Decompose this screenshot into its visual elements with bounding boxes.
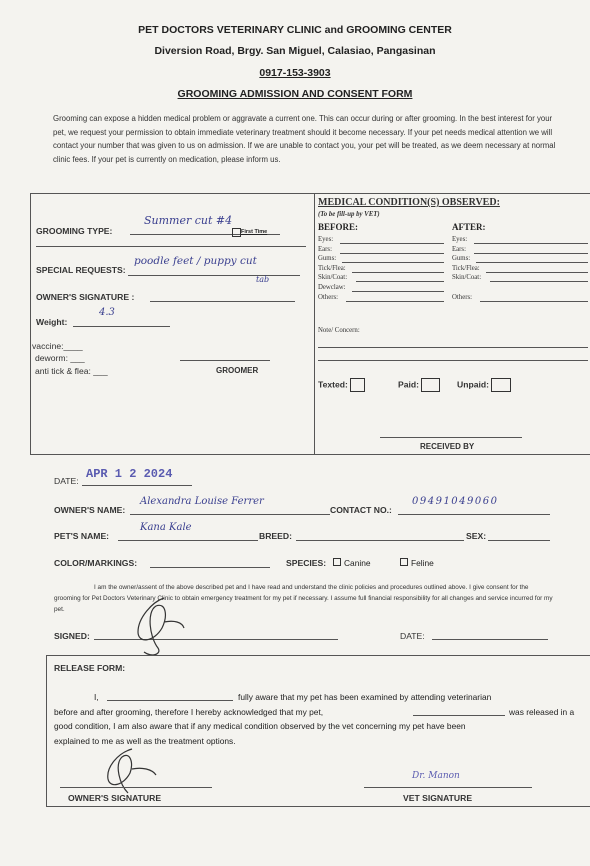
after-item: Tick/Flea: <box>452 264 480 272</box>
after-field[interactable] <box>490 281 588 282</box>
release-owner-sig-line[interactable] <box>60 787 212 788</box>
medical-row <box>318 284 588 294</box>
color-markings-field[interactable] <box>150 555 270 568</box>
antitick-label: anti tick & flea: ___ <box>35 366 108 376</box>
date-field[interactable] <box>82 467 192 486</box>
vet-signature-value: Dr. Manon <box>412 771 460 781</box>
before-label: BEFORE: <box>318 222 359 232</box>
color-markings-label: COLOR/MARKINGS: <box>54 558 138 568</box>
owner-signature-field[interactable] <box>150 290 295 302</box>
special-requests-value: poodle feet / puppy cut <box>134 255 257 267</box>
medical-row <box>318 274 588 284</box>
unpaid-label: Unpaid: <box>457 378 511 392</box>
after-field[interactable] <box>480 301 588 302</box>
before-field[interactable] <box>346 301 444 302</box>
before-field[interactable] <box>340 253 444 254</box>
paid-checkbox[interactable] <box>421 378 440 392</box>
medical-row <box>318 294 588 304</box>
owner-name-label: OWNER'S NAME: <box>54 505 126 515</box>
owner-signature-scribble-2 <box>96 745 166 797</box>
release-name-field[interactable] <box>107 690 233 701</box>
medical-row <box>318 255 588 265</box>
breed-field[interactable] <box>296 527 464 541</box>
paid-label: Paid: <box>398 378 440 392</box>
release-line4: explained to me as well as the treatment options. <box>54 736 236 746</box>
received-by-label: RECEIVED BY <box>420 442 475 451</box>
note-line-1[interactable] <box>318 347 588 348</box>
vet-sig-line[interactable] <box>364 787 532 788</box>
form-title: GROOMING ADMISSION AND CONSENT FORM <box>177 88 413 100</box>
pet-name-label: PET'S NAME: <box>54 531 110 541</box>
pet-name-value: Kana Kale <box>140 522 192 533</box>
medical-row <box>318 246 588 256</box>
contact-label: CONTACT NO.: <box>330 505 392 515</box>
medical-subtitle: (To be fill-up by VET) <box>318 211 380 218</box>
clinic-name: PET DOCTORS VETERINARY CLINIC and GROOMING CENTER <box>138 24 452 36</box>
signed-label: SIGNED: <box>54 631 90 641</box>
after-field[interactable] <box>474 253 588 254</box>
before-item: Eyes: <box>318 236 334 243</box>
feline-label: Feline <box>411 558 434 568</box>
species-canine-option[interactable] <box>333 558 371 568</box>
release-line1-a: I, <box>94 692 99 702</box>
before-field[interactable] <box>340 243 444 244</box>
column-divider <box>314 193 315 454</box>
note-line-2[interactable] <box>318 360 588 361</box>
before-item: Ears: <box>318 245 332 253</box>
feline-checkbox[interactable] <box>400 558 408 566</box>
pet-name-field[interactable] <box>118 522 258 541</box>
before-item: Others: <box>318 293 339 301</box>
texted-checkbox[interactable] <box>350 378 365 392</box>
breed-label: BREED: <box>259 531 292 541</box>
before-item: Tick/Flea: <box>318 264 346 272</box>
after-item: Others: <box>452 293 473 301</box>
weight-value: 4.3 <box>99 307 115 318</box>
before-field[interactable] <box>352 291 444 292</box>
first-time-checkbox[interactable] <box>232 228 241 237</box>
note-label: Note/ Concern: <box>318 327 360 334</box>
weight-label: Weight: <box>36 317 68 327</box>
release-line2-b: was released in a <box>509 707 575 717</box>
medical-title: MEDICAL CONDITION(S) OBSERVED: <box>318 197 500 208</box>
after-field[interactable] <box>476 262 588 263</box>
vet-sig-label: VET SIGNATURE <box>403 793 473 803</box>
after-item: Ears: <box>452 245 466 253</box>
owner-name-value: Alexandra Louise Ferrer <box>140 496 264 507</box>
before-item: Dewclaw: <box>318 283 346 291</box>
medical-rows <box>318 236 588 303</box>
before-field[interactable] <box>342 262 444 263</box>
after-label: AFTER: <box>452 222 486 232</box>
groomer-signature-line[interactable] <box>180 360 270 361</box>
after-item: Skin/Coat: <box>452 274 482 282</box>
species-feline-option[interactable] <box>400 558 434 568</box>
canine-checkbox[interactable] <box>333 558 341 566</box>
consent-text: I am the owner/assent of the above described pet and I have read and understand the clinic policies and procedures outlined above. I give consent for the grooming for Pet Doctors Veterinary Clinic to obtain emergency treatment for my pet if necessary. I assume full financial responsibility for all changes and service incurred for my pet. <box>54 584 553 613</box>
special-requests-label: SPECIAL REQUESTS: <box>36 265 126 275</box>
first-time-label: First Time <box>241 229 268 235</box>
after-item: Gums: <box>452 255 471 263</box>
release-form-title: RELEASE FORM: <box>54 663 126 673</box>
grooming-type-value: Summer cut #4 <box>144 214 233 227</box>
consent-date-label: DATE: <box>400 631 425 641</box>
release-line3: good condition, I am also aware that if any medical condition observed by the vet concerning my pet have been <box>54 721 466 731</box>
vaccine-label: vaccine:____ <box>32 341 83 351</box>
owner-name-field[interactable] <box>130 496 330 515</box>
owner-signature-label: OWNER'S SIGNATURE : <box>36 292 135 302</box>
special-requests-value-2: tab <box>256 275 270 284</box>
date-stamp-value: APR 1 2 2024 <box>86 467 173 481</box>
release-line2-a: before and after grooming, therefore I hereby acknowledged that my pet, <box>54 707 324 717</box>
release-line1-b: fully aware that my pet has been examined by attending veterinarian <box>238 692 492 702</box>
after-item: Eyes: <box>452 236 468 243</box>
grooming-type-rule <box>36 246 306 247</box>
contact-value: 09491049060 <box>412 496 499 507</box>
grooming-type-label: GROOMING TYPE: <box>36 226 113 236</box>
special-requests-field[interactable] <box>128 255 300 276</box>
received-by-line[interactable] <box>380 437 522 438</box>
release-pet-field[interactable] <box>413 705 505 716</box>
groomer-label: GROOMER <box>216 366 259 375</box>
owner-signature-scribble-1 <box>124 592 194 660</box>
intro-paragraph: Grooming can expose a hidden medical problem or aggravate a current one. This can occur during or after grooming. In the best interest for your pet, we request your permission to obtain immediate veterinary treatment should it become necessary. If your pet needs medical attention we will contact your number that was given to us on admission. If we are unable to contact you, your pet will be treated, as we deem necessary at normal clinic fees. If your pet is currently on medication, please inform us. <box>53 114 556 164</box>
texted-label: Texted: <box>318 378 365 392</box>
before-item: Gums: <box>318 255 337 263</box>
medical-row <box>318 265 588 275</box>
after-field[interactable] <box>474 243 588 244</box>
after-field[interactable] <box>486 272 588 273</box>
canine-label: Canine <box>344 558 371 568</box>
sex-label: SEX: <box>466 531 487 541</box>
deworm-label: deworm: ___ <box>35 353 85 363</box>
before-field[interactable] <box>352 272 444 273</box>
sex-field[interactable] <box>488 527 550 541</box>
before-field[interactable] <box>356 281 444 282</box>
clinic-phone: 0917-153-3903 <box>259 67 331 79</box>
contact-field[interactable] <box>398 496 550 515</box>
clinic-address: Diversion Road, Brgy. San Miguel, Calasiao, Pangasinan <box>154 45 436 57</box>
species-label: SPECIES: <box>286 558 327 568</box>
date-label: DATE: <box>54 476 79 486</box>
before-item: Skin/Coat: <box>318 274 348 282</box>
release-owner-sig-label: OWNER'S SIGNATURE <box>68 793 162 803</box>
weight-field[interactable] <box>73 307 170 327</box>
medical-row <box>318 236 588 246</box>
consent-date-field[interactable] <box>432 630 548 640</box>
unpaid-checkbox[interactable] <box>491 378 511 392</box>
